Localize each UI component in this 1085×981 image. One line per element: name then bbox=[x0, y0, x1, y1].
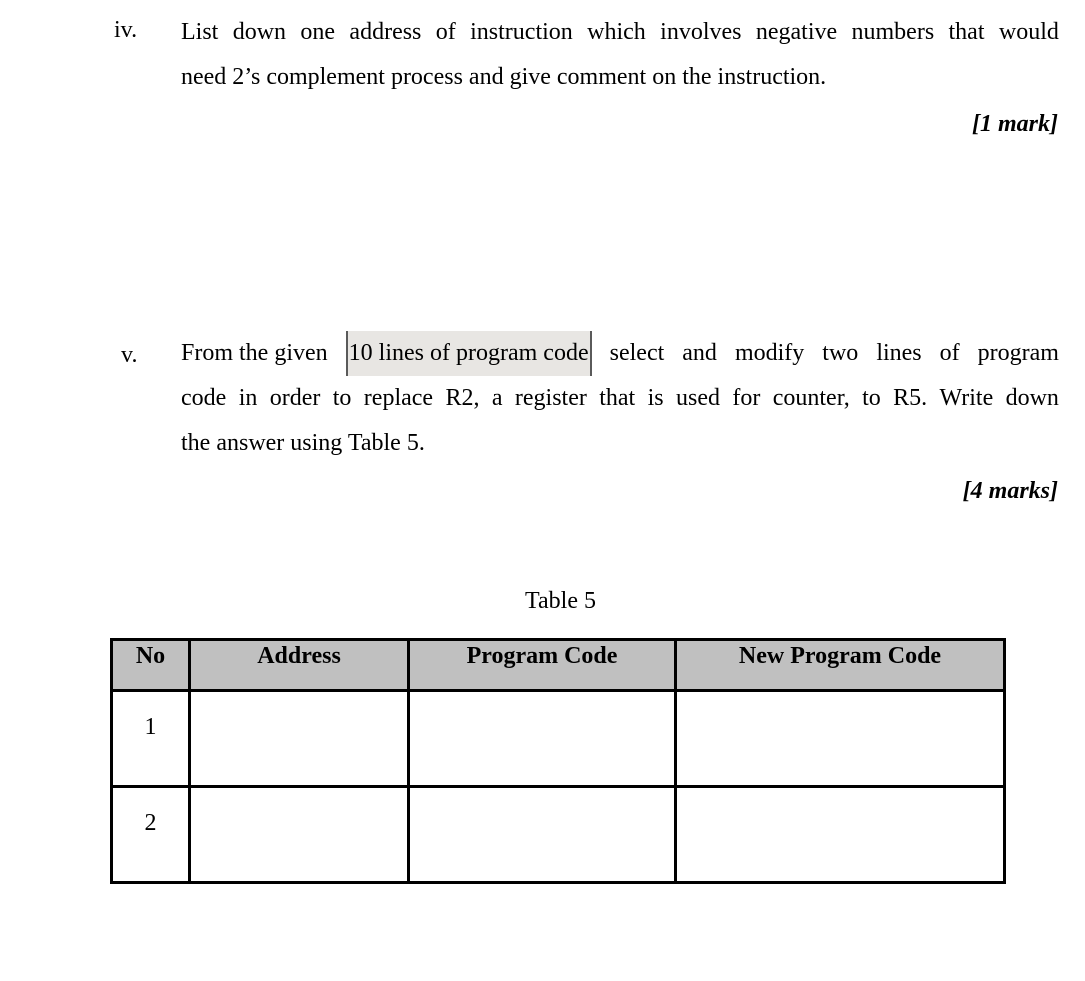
selected-text-highlight[interactable]: 10 lines of program code bbox=[346, 331, 592, 376]
question-v-marks: [4 marks] bbox=[962, 478, 1058, 504]
question-v-line-2 bbox=[181, 376, 1059, 421]
answer-table bbox=[110, 638, 1006, 884]
cell-new-program-code[interactable] bbox=[676, 691, 1005, 787]
question-iv-marks: [1 mark] bbox=[972, 111, 1058, 137]
word: numbers bbox=[851, 19, 935, 45]
header-address: Address bbox=[190, 640, 409, 691]
word: in bbox=[238, 385, 258, 411]
word: down bbox=[232, 19, 287, 45]
word: of bbox=[939, 340, 960, 366]
question-iv-line-2: need 2’s complement process and give comment on the instruction. bbox=[181, 64, 827, 90]
table-caption: Table 5 bbox=[525, 588, 596, 614]
question-v-number: v. bbox=[121, 342, 138, 368]
word: which bbox=[587, 19, 646, 45]
cell-program-code[interactable] bbox=[409, 787, 676, 883]
word: to bbox=[332, 385, 352, 411]
question-v-line-1 bbox=[181, 331, 1059, 376]
word: is bbox=[647, 385, 664, 411]
table-row bbox=[112, 787, 1005, 883]
word: negative bbox=[755, 19, 838, 45]
word: involves bbox=[660, 19, 742, 45]
cell-no: 1 bbox=[112, 691, 190, 787]
word: order bbox=[269, 385, 321, 411]
table-row bbox=[112, 691, 1005, 787]
word: replace bbox=[363, 385, 434, 411]
word: modify bbox=[734, 340, 805, 366]
word: address bbox=[349, 19, 422, 45]
cell-program-code[interactable] bbox=[409, 691, 676, 787]
word: for bbox=[732, 385, 761, 411]
header-new-program-code: New Program Code bbox=[676, 640, 1005, 691]
cell-address[interactable] bbox=[190, 787, 409, 883]
question-v-text bbox=[181, 331, 1059, 466]
cell-no: 2 bbox=[112, 787, 190, 883]
table-header-row bbox=[112, 640, 1005, 691]
word: that bbox=[948, 19, 985, 45]
header-no: No bbox=[112, 640, 190, 691]
word: of bbox=[435, 19, 456, 45]
word: down bbox=[1005, 385, 1059, 411]
word: register bbox=[514, 385, 587, 411]
word: instruction bbox=[470, 19, 573, 45]
word: one bbox=[300, 19, 336, 45]
word: program bbox=[977, 340, 1059, 366]
header-program-code: Program Code bbox=[409, 640, 676, 691]
word: to bbox=[862, 385, 881, 411]
word: that bbox=[599, 385, 636, 411]
question-iv-line-1 bbox=[181, 10, 1059, 55]
cell-address[interactable] bbox=[190, 691, 409, 787]
word: a bbox=[491, 385, 503, 411]
text-segment: From the given bbox=[181, 340, 328, 366]
word: List bbox=[181, 19, 219, 45]
word: R5. bbox=[893, 385, 928, 411]
word: Write bbox=[939, 385, 994, 411]
word: and bbox=[682, 340, 717, 366]
word: R2, bbox=[445, 385, 480, 411]
question-v-line-3: the answer using Table 5. bbox=[181, 430, 425, 456]
word: select bbox=[609, 340, 665, 366]
word: counter, bbox=[772, 385, 850, 411]
question-iv-number: iv. bbox=[114, 17, 138, 43]
word: would bbox=[998, 19, 1059, 45]
word: used bbox=[675, 385, 720, 411]
word: two bbox=[822, 340, 859, 366]
question-iv-text bbox=[181, 10, 1059, 100]
word: code bbox=[181, 385, 227, 411]
cell-new-program-code[interactable] bbox=[676, 787, 1005, 883]
word: lines bbox=[876, 340, 922, 366]
